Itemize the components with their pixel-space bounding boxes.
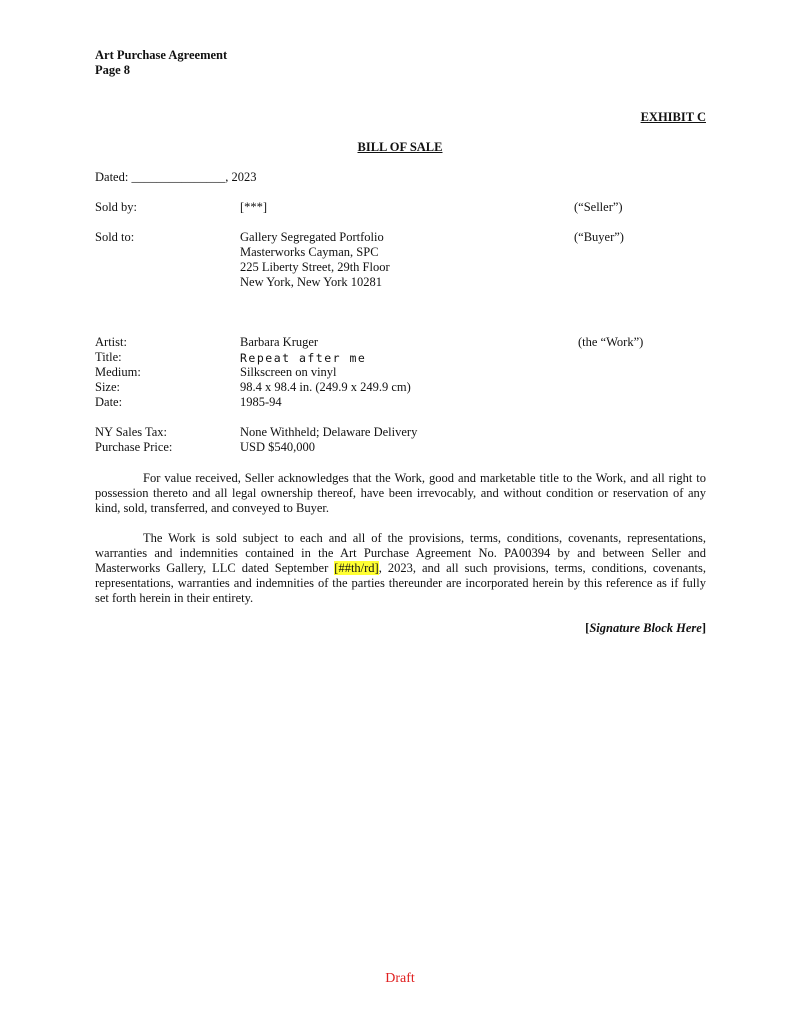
sold-to-line-2: Masterworks Cayman, SPC	[240, 245, 379, 259]
sold-to-label: Sold to:	[95, 230, 135, 244]
signature-block-placeholder	[585, 621, 706, 636]
subject-to-paragraph	[95, 531, 706, 606]
medium-value: Silkscreen on vinyl	[240, 365, 337, 379]
date-value: 1985-94	[240, 395, 282, 409]
buyer-role: (“Buyer”)	[574, 230, 624, 244]
sold-to-line-1: Gallery Segregated Portfolio	[240, 230, 384, 244]
signature-bracket-close: ]	[701, 621, 706, 635]
date-placeholder-highlight: [##th/rd]	[334, 561, 379, 575]
draft-watermark: Draft	[385, 971, 415, 986]
dated-year: , 2023	[225, 170, 257, 184]
title-value: Repeat after me	[240, 351, 367, 365]
sales-tax-value: None Withheld; Delaware Delivery	[240, 425, 418, 439]
page-number: Page 8	[95, 63, 131, 77]
work-role: (the “Work”)	[578, 335, 644, 349]
artist-label: Artist:	[95, 335, 127, 349]
purchase-price-label: Purchase Price:	[95, 440, 173, 454]
artist-value: Barbara Kruger	[240, 335, 319, 349]
bill-of-sale-heading: BILL OF SALE	[357, 140, 443, 154]
sold-to-line-4: New York, New York 10281	[240, 275, 383, 289]
dated-line	[95, 170, 256, 185]
acknowledgement-text: For value received, Seller acknowledges that the Work, good and marketable title to the Work, and all right to possession thereto and all legal ownership thereof, have been irrevocably, and without condition or reservation of any kind, sold, transferred, and conveyed to Buyer.	[95, 471, 706, 515]
signature-block-text: Signature Block Here	[589, 621, 702, 635]
sold-by-label: Sold by:	[95, 200, 138, 214]
document-title: Art Purchase Agreement	[95, 48, 228, 62]
sold-to-line-3: 225 Liberty Street, 29th Floor	[240, 260, 390, 274]
subject-to-text-before: The Work is sold subject to each and all of the provisions, terms, conditions, covenants, representations, warranties and indemnities contained in the Art Purchase Agreement No. PA00394 by and between Seller and Masterworks Gallery, LLC dated September	[95, 531, 706, 575]
sold-by-value: [***]	[240, 200, 268, 214]
title-label: Title:	[95, 350, 122, 364]
exhibit-label: EXHIBIT C	[640, 110, 706, 124]
acknowledgement-paragraph	[95, 471, 706, 516]
signature-bracket-open: [	[585, 621, 590, 635]
seller-role: (“Seller”)	[574, 200, 623, 214]
sales-tax-label: NY Sales Tax:	[95, 425, 168, 439]
dated-blank: _______________	[131, 170, 226, 184]
size-label: Size:	[95, 380, 120, 394]
subject-to-text-after: , 2023, and all such provisions, terms, conditions, covenants, representations, warranties and indemnities of the parties thereunder are incorporated herein by this reference as if fully set forth herein in their entirety.	[95, 561, 706, 605]
date-label: Date:	[95, 395, 123, 409]
purchase-price-value: USD $540,000	[240, 440, 316, 454]
size-value: 98.4 x 98.4 in. (249.9 x 249.9 cm)	[240, 380, 411, 394]
medium-label: Medium:	[95, 365, 141, 379]
dated-label: Dated:	[95, 170, 129, 184]
